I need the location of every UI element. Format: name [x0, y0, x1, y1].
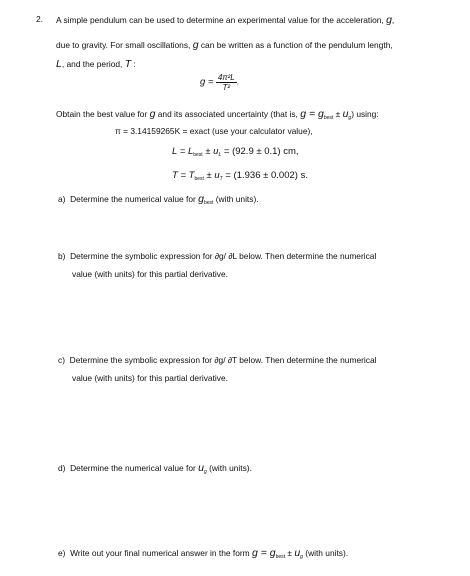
- intro-text-1: A simple pendulum can be used to determine an experimental value for the acceleration,: [56, 15, 384, 25]
- best-subscript: best: [323, 115, 334, 121]
- part-c: [58, 355, 376, 365]
- var-T: T: [124, 58, 132, 70]
- var-g: g: [149, 108, 156, 120]
- intro-text-2a: due to gravity. For small oscillations,: [56, 40, 191, 50]
- obtain-text-a: Obtain the best value for: [56, 109, 148, 119]
- L-lhs: L = L: [172, 146, 194, 157]
- part-e-label: e): [58, 548, 66, 558]
- part-c-line-2: value (with units) for this partial derivative.: [72, 373, 228, 383]
- part-b-label: b): [58, 251, 66, 261]
- L-uncert: ± u: [202, 146, 219, 157]
- formula-lhs: g =: [200, 76, 214, 88]
- part-b: [58, 251, 376, 261]
- part-c-line-1: Determine the symbolic expression for ∂g/ ∂T below. Then determine the numerical: [69, 355, 377, 365]
- L-line: [172, 146, 299, 158]
- T-best-subscript: best: [194, 176, 204, 182]
- part-e-best-subscript: best: [275, 554, 286, 560]
- T-uncert: ± u: [203, 170, 220, 181]
- part-a: [58, 193, 259, 206]
- formula-denominator: T²: [222, 83, 231, 92]
- T-line: [172, 170, 308, 182]
- u-var: u: [342, 108, 349, 120]
- plus-minus: ±: [335, 109, 341, 119]
- intro-line-3: [56, 58, 136, 70]
- part-e-u-subscript: g: [300, 554, 303, 560]
- T-value: = (1.936 ± 0.002) s.: [222, 170, 308, 181]
- pi-line: π = 3.14159265K = exact (use your calculator value),: [115, 126, 313, 136]
- part-e-expr: g = g: [251, 547, 276, 559]
- part-b-line-2: value (with units) for this partial derivative.: [72, 269, 228, 279]
- part-d-var: u: [198, 462, 204, 474]
- part-d: [58, 462, 252, 475]
- part-a-label: a): [58, 194, 66, 204]
- part-a-text-b: (with units).: [215, 194, 259, 204]
- obtain-text-b: and its associated uncertainty (that is,: [157, 109, 298, 119]
- L-uncert-subscript: L: [218, 152, 222, 158]
- formula-fraction: [216, 73, 240, 92]
- u-subscript-g: g: [348, 115, 352, 121]
- var-g: g: [192, 39, 199, 51]
- part-d-label: d): [58, 463, 66, 473]
- intro-text-2b: can be written as a function of the pendulum length,: [200, 40, 393, 50]
- intro-text-3a: , and the period,: [61, 59, 123, 69]
- part-e: [58, 547, 348, 560]
- var-L: L: [56, 58, 62, 70]
- part-e-pm: ±: [287, 548, 292, 558]
- intro-text-3b: :: [133, 59, 136, 69]
- L-best-subscript: best: [193, 152, 203, 158]
- part-d-text-b: (with units).: [209, 463, 252, 473]
- pendulum-formula: [200, 73, 239, 92]
- formula-numerator: 4π²L: [217, 73, 235, 82]
- part-e-u: u: [294, 547, 301, 559]
- obtain-line: [56, 108, 379, 121]
- obtain-text-c: ) using:: [351, 109, 379, 119]
- T-lhs: T = T: [172, 170, 195, 181]
- L-value: = (92.9 ± 0.1) cm,: [221, 146, 299, 157]
- part-d-text-a: Determine the numerical value for: [70, 463, 196, 473]
- intro-line-2: [56, 39, 393, 51]
- problem-number: 2.: [36, 14, 43, 24]
- part-a-text-a: Determine the numerical value for: [70, 194, 196, 204]
- var-g: g: [386, 14, 392, 26]
- part-a-var: g: [198, 193, 204, 205]
- part-a-best-subscript: best: [203, 200, 214, 206]
- part-d-subscript: g: [203, 469, 207, 475]
- part-c-label: c): [58, 355, 65, 365]
- part-e-text-a: Write out your final numerical answer in the form: [70, 548, 250, 558]
- intro-line-1: A simple pendulum can be used to determine an experimental value for the acceleration, g,: [56, 14, 395, 26]
- obtain-expr: g = g: [300, 108, 324, 120]
- part-e-text-b: (with units).: [305, 548, 349, 558]
- formula-end: .: [236, 76, 240, 87]
- T-uncert-subscript: T: [219, 176, 223, 182]
- part-b-line-1: Determine the symbolic expression for ∂g/ ∂L below. Then determine the numerical: [70, 251, 377, 261]
